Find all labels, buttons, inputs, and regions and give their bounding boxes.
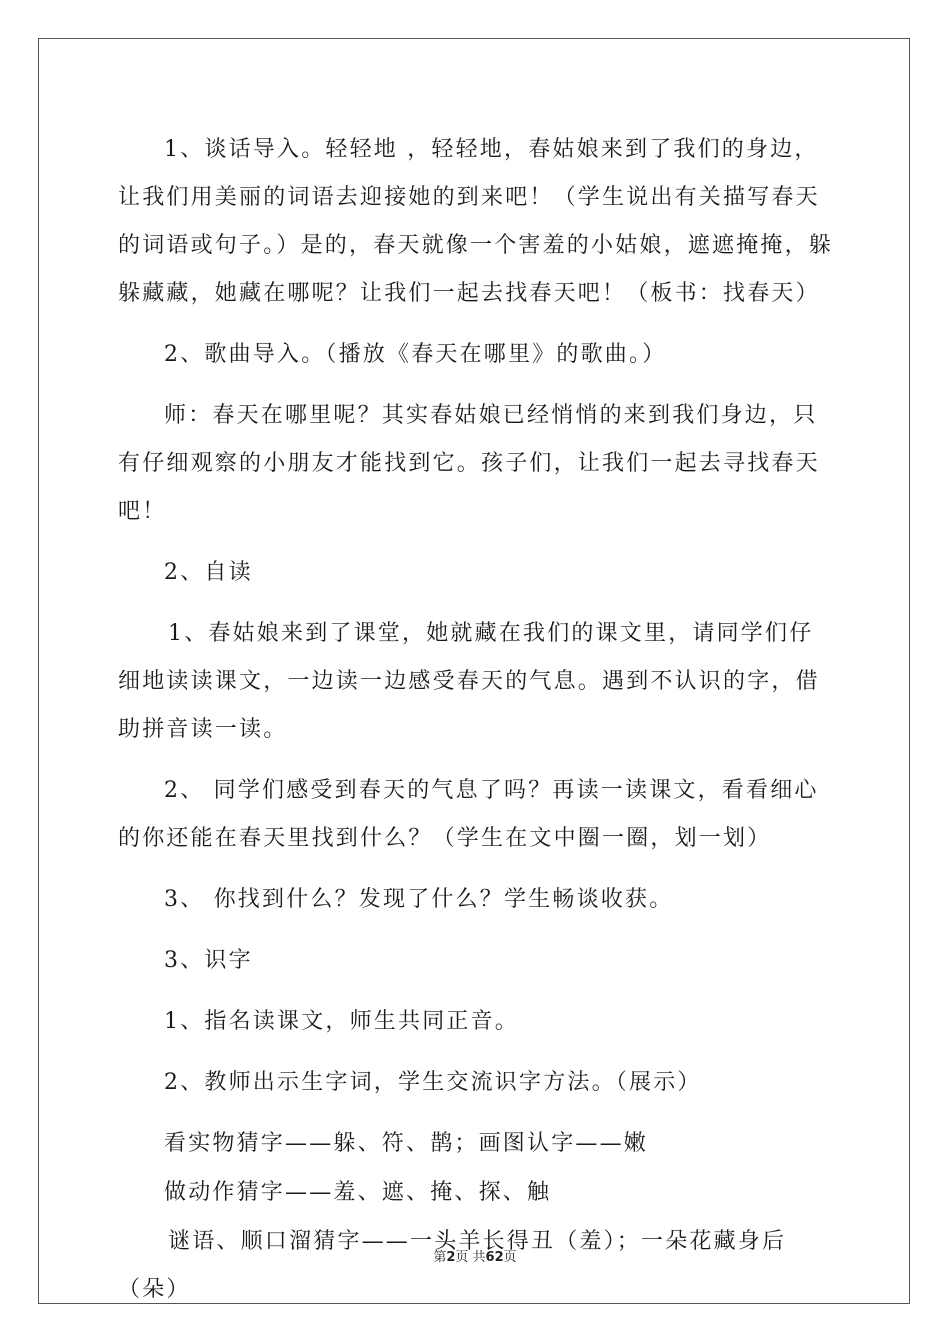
literacy-method-riddle: 谜语、顺口溜猜字——一头羊长得丑（羞）；一朵花藏身后（朵） — [118, 1229, 787, 1302]
paragraph-self-reading-2: 2、 同学们感受到春天的气息了吗？再读一读课文，看看细心的你还能在春天里找到什么？（学生在文中圈一圈，划一划） — [118, 778, 819, 851]
literacy-method-action: 做动作猜字——羞、遮、掩、探、触 — [164, 1180, 552, 1205]
paragraph-self-reading-3: 3、 你找到什么？发现了什么？学生畅谈收获。 — [164, 887, 674, 912]
section-heading-self-reading: 2、自读 — [164, 560, 253, 585]
paragraph-intro-song: 2、歌曲导入。（播放《春天在哪里》的歌曲。） — [164, 342, 667, 367]
footer-page-number: 2 — [446, 1250, 456, 1265]
footer-suffix: 页 — [503, 1250, 517, 1265]
literacy-method-observe: 看实物猜字——躲、符、鹊；画图认字——嫩 — [164, 1131, 649, 1156]
section-heading-literacy: 3、识字 — [164, 948, 253, 973]
document-body — [118, 126, 834, 1314]
paragraph-literacy-1: 1、指名读课文，师生共同正音。 — [164, 1009, 519, 1034]
paragraph-intro-talk: 1、谈话导入。轻轻地 ，轻轻地，春姑娘来到了我们的身边，让我们用美丽的词语去迎接她的到来吧！（学生说出有关描写春天的词语或句子。）是的，春天就像一个害羞的小姑娘，遮遮掩掩，躲躲藏藏，她藏在哪呢？让我们一起去找春天吧！（板书：找春天） — [118, 137, 834, 306]
footer-prefix: 第 — [433, 1250, 447, 1265]
paragraph-literacy-2: 2、教师出示生字词，学生交流识字方法。（展示） — [164, 1070, 702, 1095]
paragraph-teacher: 师：春天在哪里呢？其实春姑娘已经悄悄的来到我们身边，只有仔细观察的小朋友才能找到它。孩子们，让我们一起去寻找春天吧！ — [118, 403, 820, 524]
page-footer — [0, 1246, 950, 1265]
footer-mid: 页 共 — [455, 1250, 486, 1265]
footer-total-pages: 62 — [485, 1250, 504, 1265]
paragraph-self-reading-1: 1、春姑娘来到了课堂，她就藏在我们的课文里，请同学们仔细地读读课文，一边读一边感受春天的气息。遇到不认识的字，借助拼音读一读。 — [118, 621, 820, 742]
